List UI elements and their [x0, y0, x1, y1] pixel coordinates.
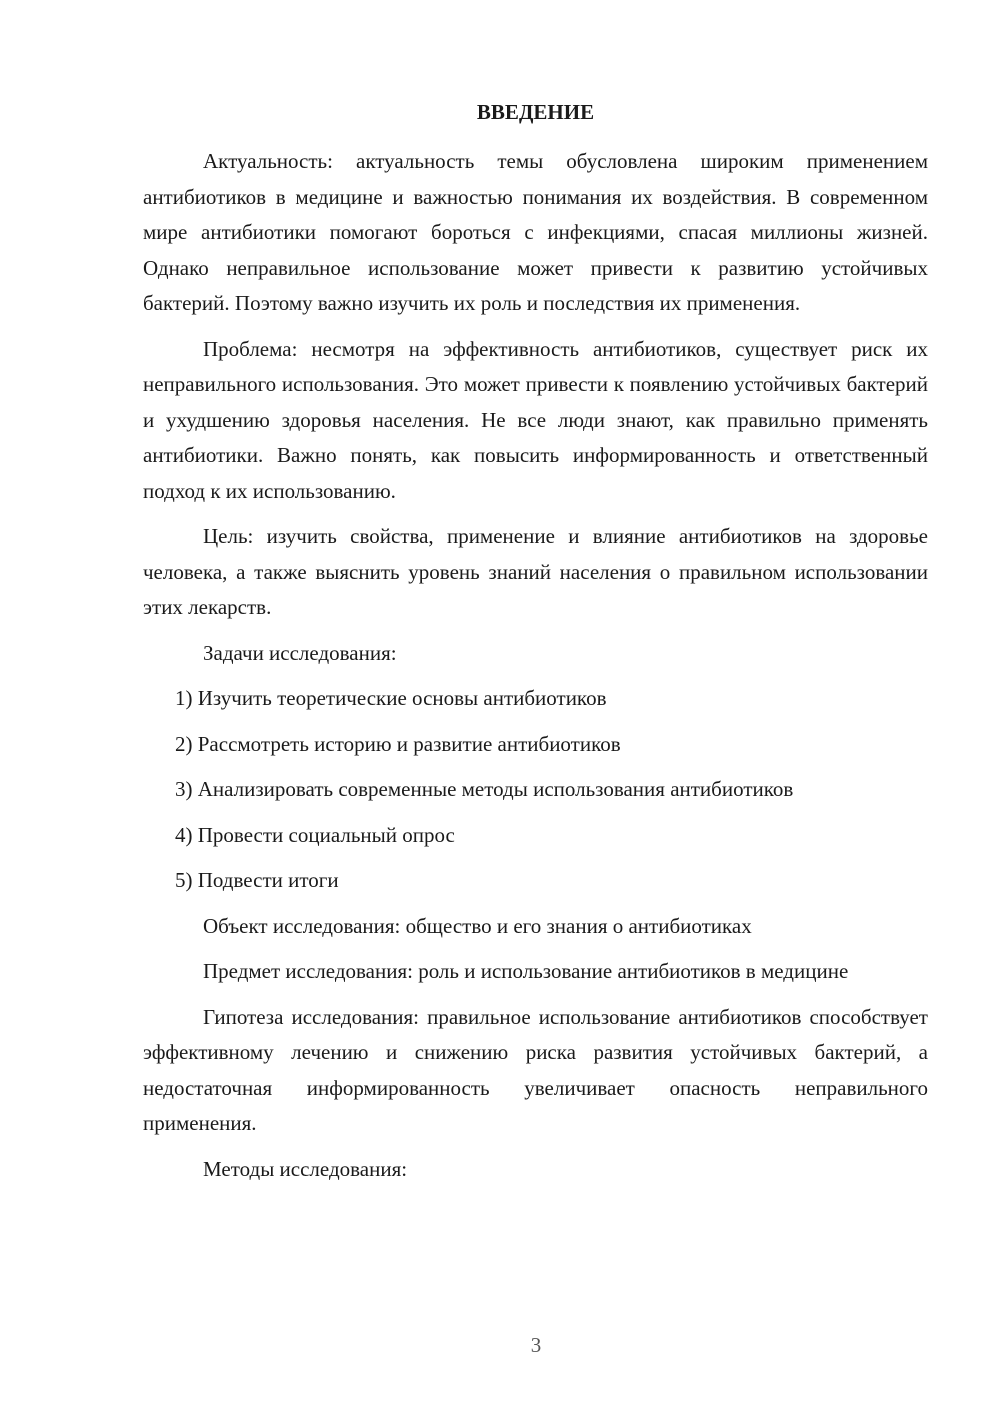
page-number: 3 [530, 1333, 542, 1357]
task-item: 1) Изучить теоретические основы антибиотиков [175, 686, 607, 710]
task-item: 2) Рассмотреть историю и развитие антибиотиков [175, 731, 621, 756]
task-item: 3) Анализировать современные методы использования антибиотиков [175, 777, 794, 801]
paragraph-methods: Методы исследования: [203, 1156, 408, 1181]
paragraph-object: Объект исследования: общество и его знания о антибиотиках [203, 913, 752, 938]
paragraph-relevance: Актуальность: актуальность темы обусловлена широким применением антибиотиков в медицине и важностью понимания их воздействия. В современном мире антибиотики помогают бороться с инфекциями, спасая миллионы жизней. Однако неправильное использование может привести к развитию устойчивых бактерий. Поэтому важно изучить их роль и последствия их применения. [143, 149, 928, 315]
paragraph-goal: Цель: изучить свойства, применение и влияние антибиотиков на здоровье человека, а также выяснить уровень знаний населения о правильном использовании этих лекарств. [143, 524, 928, 619]
paragraph-subject: Предмет исследования: роль и использование антибиотиков в медицине [203, 959, 849, 983]
paragraph-hypothesis: Гипотеза исследования: правильное использование антибиотиков способствует эффективному лечению и снижению риска развития устойчивых бактерий, а недостаточная информированность увеличивает опасность неправильного применения. [143, 1004, 928, 1135]
task-item: 4) Провести социальный опрос [175, 822, 455, 847]
tasks-heading: Задачи исследования: [203, 640, 397, 665]
task-list [143, 681, 928, 899]
task-item: 5) Подвести итоги [175, 868, 339, 892]
section-title: ВВЕДЕНИЕ [476, 100, 595, 124]
body-text [143, 144, 928, 1197]
paragraph-problem: Проблема: несмотря на эффективность антибиотиков, существует риск их неправильного использования. Это может привести к появлению устойчивых бактерий и ухудшению здоровья населения. Не все люди знают, как правильно применять антибиотики. Важно понять, как повысить информированность и ответственный подход к их использованию. [143, 336, 928, 503]
